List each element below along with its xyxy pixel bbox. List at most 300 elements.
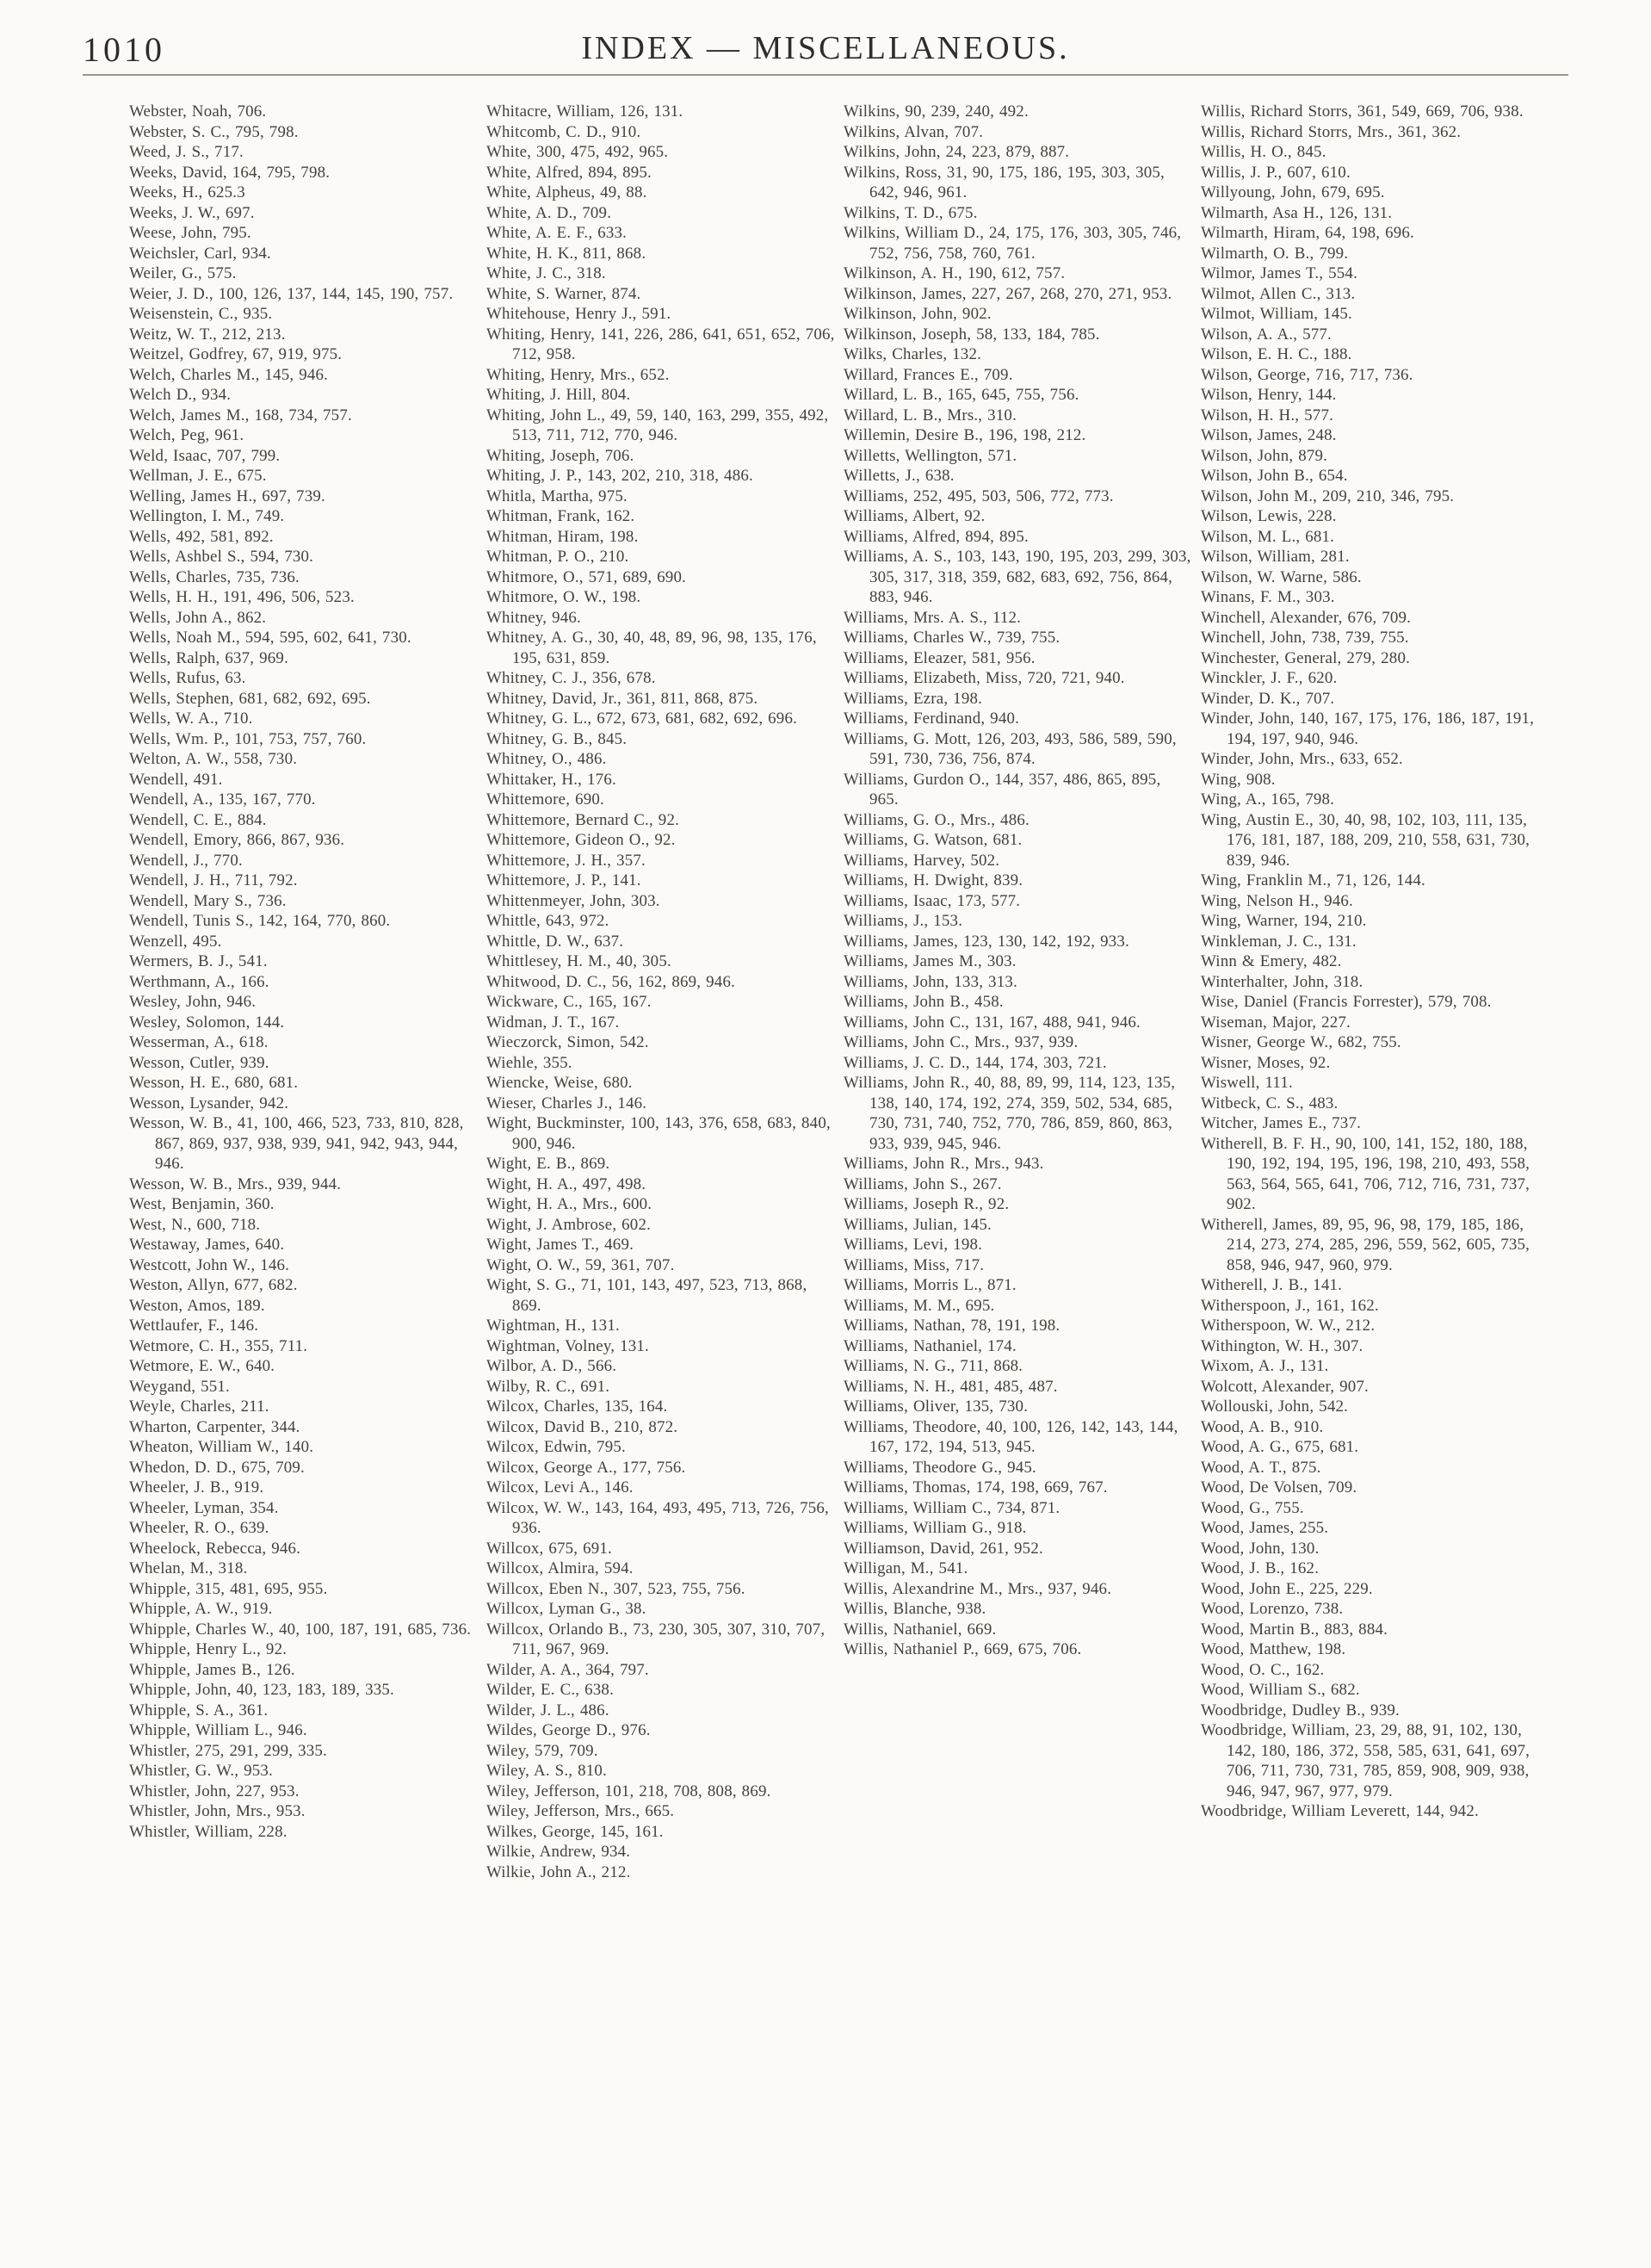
index-entry: Wing, Nelson H., 946. <box>1201 891 1353 910</box>
index-entry: Wilkinson, John, 902. <box>844 305 992 323</box>
index-entry: Wendell, Emory, 866, 867, 936. <box>129 831 345 849</box>
index-entry: Whipple, John, 40, 123, 183, 189, 335. <box>129 1681 394 1699</box>
index-entry: Wolcott, Alexander, 907. <box>1201 1377 1369 1396</box>
index-entry: Weitzel, Godfrey, 67, 919, 975. <box>129 345 343 363</box>
index-entry: Wieczorck, Simon, 542. <box>486 1033 649 1051</box>
index-entry: Wood, Martin B., 883, 884. <box>1201 1620 1388 1639</box>
index-entry: Wesson, Cutler, 939. <box>129 1053 269 1072</box>
index-entry: Williams, John B., 458. <box>844 993 1004 1011</box>
index-entry: Whitney, G. L., 672, 673, 681, 682, 692, 696. <box>486 710 798 728</box>
index-entry: Williams, Ferdinand, 940. <box>844 710 1020 728</box>
index-entry: Weisenstein, C., 935. <box>129 305 273 323</box>
index-entry: Wightman, H., 131. <box>486 1317 620 1335</box>
index-entry: Wilmarth, Hiram, 64, 198, 696. <box>1201 224 1414 242</box>
index-entry: Williams, Mrs. A. S., 112. <box>844 608 1022 627</box>
index-entry: Willcox, Orlando B., 73, 230, 305, 307, 310, 707, 711, 967, 969. <box>486 1620 826 1658</box>
index-entry: Wight, James T., 469. <box>486 1236 634 1254</box>
index-entry: Williams, G. O., Mrs., 486. <box>844 810 1030 829</box>
index-entry: Whistler, John, Mrs., 953. <box>129 1802 306 1820</box>
index-entry: Willis, Richard Storrs, Mrs., 361, 362. <box>1201 122 1462 141</box>
index-entry: Wesley, Solomon, 144. <box>129 1013 285 1032</box>
index-entry: Wells, Stephen, 681, 682, 692, 695. <box>129 689 371 708</box>
index-entry: Whitman, Hiram, 198. <box>486 527 639 546</box>
index-entry: Whiting, J. P., 143, 202, 210, 318, 486. <box>486 467 753 485</box>
index-entry: Wilcox, David B., 210, 872. <box>486 1417 678 1436</box>
index-entry: Winn & Emery, 482. <box>1201 952 1342 970</box>
index-entry: Wood, Matthew, 198. <box>1201 1640 1346 1658</box>
index-entry: Weier, J. D., 100, 126, 137, 144, 145, 190, 757. <box>129 284 454 303</box>
index-entry: Willard, L. B., 165, 645, 755, 756. <box>844 386 1079 404</box>
index-entry: Wells, Ralph, 637, 969. <box>129 648 289 667</box>
index-entry: Wendell, A., 135, 167, 770. <box>129 790 316 809</box>
index-entry: Wilkie, Andrew, 934. <box>486 1843 631 1861</box>
index-entry: Wise, Daniel (Francis Forrester), 579, 708. <box>1201 993 1492 1011</box>
index-entry: Wilkins, William D., 24, 175, 176, 303, 305, 746, 752, 756, 758, 760, 761. <box>844 224 1182 263</box>
index-entry: Wood, William S., 682. <box>1201 1681 1360 1699</box>
index-entry: Williams, J. C. D., 144, 174, 303, 721. <box>844 1053 1107 1072</box>
index-entry: White, 300, 475, 492, 965. <box>486 143 669 161</box>
index-entry: Whitman, Frank, 162. <box>486 507 635 525</box>
index-entry: Williams, James M., 303. <box>844 952 1017 970</box>
index-entry: Wiley, Jefferson, 101, 218, 708, 808, 869. <box>486 1782 771 1800</box>
index-entry: Weston, Amos, 189. <box>129 1296 265 1315</box>
index-entry: Williams, Miss, 717. <box>844 1255 985 1274</box>
index-entry: Wells, 492, 581, 892. <box>129 527 274 546</box>
index-entry: Wells, John A., 862. <box>129 608 267 627</box>
index-entry: Wheeler, R. O., 639. <box>129 1519 269 1537</box>
index-entry: Wisner, Moses, 92. <box>1201 1053 1331 1072</box>
index-entry: Wood, John, 130. <box>1201 1539 1320 1558</box>
index-column-3 <box>844 102 1201 1882</box>
index-entry: Willis, H. O., 845. <box>1201 143 1326 161</box>
page-number: 1010 <box>83 30 165 69</box>
index-entry: Wilkins, Ross, 31, 90, 175, 186, 195, 303, 305, 642, 946, 961. <box>844 163 1165 201</box>
index-entry: Wendell, J., 770. <box>129 851 243 870</box>
index-entry: Williams, Thomas, 174, 198, 669, 767. <box>844 1478 1108 1497</box>
index-entry: Wilbor, A. D., 566. <box>486 1357 617 1375</box>
index-entry: Whipple, James B., 126. <box>129 1660 295 1679</box>
index-entry: Williams, Eleazer, 581, 956. <box>844 648 1036 667</box>
index-entry: Williams, G. Mott, 126, 203, 493, 586, 589, 590, 591, 730, 736, 756, 874. <box>844 729 1177 768</box>
index-entry: West, N., 600, 718. <box>129 1215 261 1234</box>
index-entry: Wight, O. W., 59, 361, 707. <box>486 1255 675 1274</box>
index-entry: White, S. Warner, 874. <box>486 284 641 303</box>
index-entry: Wesserman, A., 618. <box>129 1033 269 1051</box>
index-entry: Wood, Lorenzo, 738. <box>1201 1600 1344 1618</box>
index-entry: Williams, Morris L., 871. <box>844 1276 1017 1294</box>
index-entry: Williams, N. G., 711, 868. <box>844 1357 1023 1375</box>
index-entry: Wilson, M. L., 681. <box>1201 527 1335 546</box>
index-entry: Whitehouse, Henry J., 591. <box>486 305 671 323</box>
index-entry: Whitney, David, Jr., 361, 811, 868, 875. <box>486 689 758 708</box>
index-entry: Willigan, M., 541. <box>844 1559 968 1577</box>
index-entry: Whiting, Henry, 141, 226, 286, 641, 651, 652, 706, 712, 958. <box>486 325 835 363</box>
index-entry: Whitcomb, C. D., 910. <box>486 122 641 141</box>
index-entry: Whittenmeyer, John, 303. <box>486 891 660 910</box>
index-entry: Williams, Charles W., 739, 755. <box>844 629 1060 647</box>
index-entry: Wilcox, Edwin, 795. <box>486 1438 626 1456</box>
index-entry: Williamson, David, 261, 952. <box>844 1539 1043 1558</box>
index-entry: Williams, John, 133, 313. <box>844 972 1017 991</box>
index-entry: Wheeler, J. B., 919. <box>129 1478 264 1497</box>
index-entry: Wilkins, T. D., 675. <box>844 203 978 222</box>
index-entry: Wiencke, Weise, 680. <box>486 1074 633 1092</box>
index-entry: Wesson, H. E., 680, 681. <box>129 1074 299 1092</box>
index-entry: Wilkinson, A. H., 190, 612, 757. <box>844 264 1066 282</box>
index-entry: Whitmore, O., 571, 689, 690. <box>486 567 687 586</box>
index-entry: Weeks, H., 625.3 <box>129 183 245 201</box>
index-entry: White, A. D., 709. <box>486 203 612 222</box>
index-entry: Wightman, Volney, 131. <box>486 1336 649 1355</box>
index-entry: Wermers, B. J., 541. <box>129 952 268 970</box>
index-entry: Wilmot, Allen C., 313. <box>1201 284 1356 303</box>
index-entry: Whistler, William, 228. <box>129 1822 288 1841</box>
index-entry: Williams, N. H., 481, 485, 487. <box>844 1377 1058 1396</box>
index-entry: Williams, Theodore G., 945. <box>844 1458 1036 1477</box>
index-entry: Whipple, 315, 481, 695, 955. <box>129 1579 328 1598</box>
index-entry: Wesley, John, 946. <box>129 993 257 1011</box>
index-entry: White, Alfred, 894, 895. <box>486 163 652 182</box>
index-entry: Willcox, 675, 691. <box>486 1539 612 1558</box>
index-entry: Williams, 252, 495, 503, 506, 772, 773. <box>844 486 1114 505</box>
index-entry: Whipple, A. W., 919. <box>129 1600 273 1618</box>
index-entry: Willcox, Eben N., 307, 523, 755, 756. <box>486 1579 745 1598</box>
index-entry: Wells, Ashbel S., 594, 730. <box>129 548 314 566</box>
index-entry: Weeks, J. W., 697. <box>129 203 255 222</box>
index-entry: Webster, S. C., 795, 798. <box>129 122 299 141</box>
index-entry: Wilmot, William, 145. <box>1201 305 1352 323</box>
index-entry: Williams, Levi, 198. <box>844 1236 983 1254</box>
index-entry: Wendell, C. E., 884. <box>129 810 267 829</box>
index-entry: Wettlaufer, F., 146. <box>129 1317 259 1335</box>
index-entry: Williams, Gurdon O., 144, 357, 486, 865, 895, 965. <box>844 770 1161 809</box>
index-entry: Williams, Alfred, 894, 895. <box>844 527 1029 546</box>
index-entry: Witbeck, C. S., 483. <box>1201 1094 1339 1112</box>
index-entry: Wetmore, C. H., 355, 711. <box>129 1336 308 1355</box>
index-entry: White, Alpheus, 49, 88. <box>486 183 647 201</box>
index-entry: Weyle, Charles, 211. <box>129 1397 269 1416</box>
index-entry: Welch, Peg, 961. <box>129 426 244 444</box>
index-entry: Wood, O. C., 162. <box>1201 1660 1325 1679</box>
index-entry: Willemin, Desire B., 196, 198, 212. <box>844 426 1086 444</box>
index-entry: Wenzell, 495. <box>129 932 222 951</box>
index-entry: Winder, D. K., 707. <box>1201 689 1335 708</box>
index-entry: Williams, A. S., 103, 143, 190, 195, 203, 299, 303, 305, 317, 318, 359, 682, 683, 692, 756, 864, 883, 946. <box>844 548 1191 606</box>
index-entry: Williams, Oliver, 135, 730. <box>844 1397 1029 1416</box>
index-entry: Whipple, William L., 946. <box>129 1721 307 1739</box>
index-entry: Whistler, John, 227, 953. <box>129 1782 300 1800</box>
running-title: INDEX — MISCELLANEOUS. <box>581 30 1070 66</box>
index-entry: Whistler, G. W., 953. <box>129 1762 274 1780</box>
index-entry: Wood, A. B., 910. <box>1201 1417 1324 1436</box>
index-entry: Whiting, J. Hill, 804. <box>486 386 631 404</box>
index-entry: Wilcox, Charles, 135, 164. <box>486 1397 668 1416</box>
index-entry: Witherspoon, J., 161, 162. <box>1201 1296 1379 1315</box>
index-entry: Williams, John C., 131, 167, 488, 941, 946. <box>844 1013 1141 1032</box>
index-entry: Whitwood, D. C., 56, 162, 869, 946. <box>486 972 736 991</box>
index-entry: Wilmarth, O. B., 799. <box>1201 244 1349 263</box>
index-entry: Welton, A. W., 558, 730. <box>129 750 298 768</box>
index-entry: Willis, Nathaniel P., 669, 675, 706. <box>844 1640 1082 1658</box>
index-entry: Wilkinson, James, 227, 267, 268, 270, 271, 953. <box>844 284 1172 303</box>
index-entry: Welling, James H., 697, 739. <box>129 486 325 505</box>
index-entry: Williams, Nathan, 78, 191, 198. <box>844 1317 1060 1335</box>
index-entry: Winchell, Alexander, 676, 709. <box>1201 608 1412 627</box>
index-entry: Wood, John E., 225, 229. <box>1201 1579 1373 1598</box>
index-entry: Wood, James, 255. <box>1201 1519 1329 1537</box>
index-entry: Whitla, Martha, 975. <box>486 486 628 505</box>
index-entry: Wing, 908. <box>1201 770 1276 789</box>
index-entry: Williams, Albert, 92. <box>844 507 986 525</box>
index-entry: Wing, Franklin M., 71, 126, 144. <box>1201 871 1425 889</box>
index-entry: Witherell, James, 89, 95, 96, 98, 179, 185, 186, 214, 273, 274, 285, 296, 559, 562, 605, 735, 858, 946, 947, 960, 979. <box>1201 1215 1530 1274</box>
index-columns <box>129 102 1558 1882</box>
index-entry: Wells, Noah M., 594, 595, 602, 641, 730. <box>129 629 411 647</box>
index-entry: Williams, William G., 918. <box>844 1519 1027 1537</box>
index-entry: Whittemore, J. P., 141. <box>486 871 641 889</box>
index-entry: Willyoung, John, 679, 695. <box>1201 183 1385 201</box>
index-entry: Winckler, J. F., 620. <box>1201 669 1338 687</box>
index-entry: Winchell, John, 738, 739, 755. <box>1201 629 1409 647</box>
index-entry: Wiswell, 111. <box>1201 1074 1293 1092</box>
index-entry: Welch D., 934. <box>129 386 232 404</box>
index-entry: Wood, J. B., 162. <box>1201 1559 1320 1577</box>
index-entry: Wight, J. Ambrose, 602. <box>486 1215 652 1234</box>
index-entry: Wood, A. T., 875. <box>1201 1458 1321 1477</box>
index-entry: Willetts, Wellington, 571. <box>844 446 1017 465</box>
index-column-1 <box>129 102 486 1882</box>
index-entry: Williams, H. Dwight, 839. <box>844 871 1023 889</box>
index-entry: Whipple, Charles W., 40, 100, 187, 191, 685, 736. <box>129 1620 472 1639</box>
index-entry: Wellington, I. M., 749. <box>129 507 285 525</box>
index-entry: Wilder, A. A., 364, 797. <box>486 1660 649 1679</box>
index-entry: Williams, G. Watson, 681. <box>844 831 1023 849</box>
index-column-2 <box>486 102 844 1882</box>
index-entry: Wilson, Lewis, 228. <box>1201 507 1337 525</box>
index-entry: Welch, James M., 168, 734, 757. <box>129 406 352 424</box>
index-entry: Widman, J. T., 167. <box>486 1013 620 1032</box>
index-entry: Wetmore, E. W., 640. <box>129 1357 275 1375</box>
index-entry: Wilson, John B., 654. <box>1201 467 1348 485</box>
index-entry: Whitney, C. J., 356, 678. <box>486 669 656 687</box>
index-entry: Whiting, Henry, Mrs., 652. <box>486 365 670 384</box>
index-entry: Whittle, 643, 972. <box>486 912 609 930</box>
index-entry: Wilson, John, 879. <box>1201 446 1328 465</box>
index-entry: Whitney, O., 486. <box>486 750 607 768</box>
index-entry: Wight, H. A., 497, 498. <box>486 1174 646 1193</box>
index-entry: Whitman, P. O., 210. <box>486 548 629 566</box>
index-entry: Willard, Frances E., 709. <box>844 365 1013 384</box>
index-entry: Wendell, Tunis S., 142, 164, 770, 860. <box>129 912 391 930</box>
index-entry: Wildes, George D., 976. <box>486 1721 651 1739</box>
index-entry: Wilkinson, Joseph, 58, 133, 184, 785. <box>844 325 1100 344</box>
index-entry: Wilson, E. H. C., 188. <box>1201 345 1352 363</box>
index-entry: Williams, James, 123, 130, 142, 192, 933. <box>844 932 1129 951</box>
index-entry: Woodbridge, William, 23, 29, 88, 91, 102, 130, 142, 180, 186, 372, 558, 585, 631, 641, 697, 706, 711, 730, 731, 785, 859, 908, 909, 938, 946, 947, 967, 977, 979. <box>1201 1721 1530 1800</box>
index-entry: Werthmann, A., 166. <box>129 972 269 991</box>
index-entry: Withington, W. H., 307. <box>1201 1336 1363 1355</box>
index-entry: Winkleman, J. C., 131. <box>1201 932 1357 951</box>
index-entry: Wells, Rufus, 63. <box>129 669 246 687</box>
index-entry: Williams, John R., Mrs., 943. <box>844 1155 1044 1173</box>
index-entry: Whitmore, O. W., 198. <box>486 588 641 606</box>
index-entry: Winder, John, 140, 167, 175, 176, 186, 187, 191, 194, 197, 940, 946. <box>1201 710 1535 748</box>
index-entry: Whitney, G. B., 845. <box>486 729 628 748</box>
index-entry: Williams, Harvey, 502. <box>844 851 1000 870</box>
index-entry: Weese, John, 795. <box>129 224 251 242</box>
index-entry: Wight, H. A., Mrs., 600. <box>486 1195 652 1213</box>
index-entry: Witherell, J. B., 141. <box>1201 1276 1343 1294</box>
index-entry: Wilcox, W. W., 143, 164, 493, 495, 713, 726, 756, 936. <box>486 1498 829 1537</box>
index-entry: Willis, Alexandrine M., Mrs., 937, 946. <box>844 1579 1112 1598</box>
index-entry: Wollouski, John, 542. <box>1201 1397 1349 1416</box>
page-header <box>83 29 1568 71</box>
index-entry: Wiley, 579, 709. <box>486 1741 598 1760</box>
index-entry: Willis, Blanche, 938. <box>844 1600 986 1618</box>
index-entry: Westcott, John W., 146. <box>129 1255 290 1274</box>
index-entry: Whipple, Henry L., 92. <box>129 1640 288 1658</box>
index-entry: Wieser, Charles J., 146. <box>486 1094 647 1112</box>
index-entry: Weed, J. S., 717. <box>129 143 244 161</box>
index-entry: Wilcox, George A., 177, 756. <box>486 1458 686 1477</box>
index-entry: Winder, John, Mrs., 633, 652. <box>1201 750 1403 768</box>
index-entry: Wells, W. A., 710. <box>129 710 253 728</box>
index-entry: Weld, Isaac, 707, 799. <box>129 446 281 465</box>
index-entry: Wight, S. G., 71, 101, 143, 497, 523, 713, 868, 869. <box>486 1276 807 1315</box>
index-entry: Wheeler, Lyman, 354. <box>129 1498 279 1517</box>
index-entry: Wells, Wm. P., 101, 753, 757, 760. <box>129 729 367 748</box>
index-entry: Wing, A., 165, 798. <box>1201 790 1335 809</box>
index-entry: Wiley, A. S., 810. <box>486 1762 607 1780</box>
index-entry: Weeks, David, 164, 795, 798. <box>129 163 331 182</box>
index-entry: Wells, Charles, 735, 736. <box>129 567 300 586</box>
index-entry: Witherspoon, W. W., 212. <box>1201 1317 1376 1335</box>
index-entry: Wilkes, George, 145, 161. <box>486 1822 664 1841</box>
index-entry: Weston, Allyn, 677, 682. <box>129 1276 298 1294</box>
index-entry: Wilby, R. C., 691. <box>486 1377 610 1396</box>
index-entry: Witherell, B. F. H., 90, 100, 141, 152, 180, 188, 190, 192, 194, 195, 196, 198, 210, 493, 558, 563, 564, 565, 641, 706, 712, 716, 731, 737, 902. <box>1201 1134 1530 1213</box>
index-entry: Wilcox, Levi A., 146. <box>486 1478 634 1497</box>
index-entry: Wing, Warner, 194, 210. <box>1201 912 1367 930</box>
index-entry: Whistler, 275, 291, 299, 335. <box>129 1741 327 1760</box>
index-entry: Wendell, Mary S., 736. <box>129 891 287 910</box>
index-entry: Wilmor, James T., 554. <box>1201 264 1357 282</box>
index-entry: Wilson, H. H., 577. <box>1201 406 1334 424</box>
index-entry: Wendell, J. H., 711, 792. <box>129 871 298 889</box>
index-entry: Williams, Nathaniel, 174. <box>844 1336 1017 1355</box>
index-entry: Wood, De Volsen, 709. <box>1201 1478 1357 1497</box>
index-entry: Williams, John S., 267. <box>844 1174 1002 1193</box>
index-entry: Wilmarth, Asa H., 126, 131. <box>1201 203 1393 222</box>
index-entry: Wesson, W. B., Mrs., 939, 944. <box>129 1174 342 1193</box>
index-entry: White, J. C., 318. <box>486 264 606 282</box>
index-entry: Wilkie, John A., 212. <box>486 1862 631 1881</box>
index-entry: Wilder, E. C., 638. <box>486 1681 614 1699</box>
index-entry: Willcox, Almira, 594. <box>486 1559 634 1577</box>
index-entry: Willis, Richard Storrs, 361, 549, 669, 706, 938. <box>1201 102 1524 121</box>
index-entry: Wixom, A. J., 131. <box>1201 1357 1329 1375</box>
index-entry: Winterhalter, John, 318. <box>1201 972 1363 991</box>
index-entry: Whiting, Joseph, 706. <box>486 446 634 465</box>
index-entry: Wilson, W. Warne, 586. <box>1201 567 1362 586</box>
index-entry: Williams, Isaac, 173, 577. <box>844 891 1021 910</box>
index-entry: Wheelock, Rebecca, 946. <box>129 1539 301 1558</box>
index-entry: Whitacre, William, 126, 131. <box>486 102 683 121</box>
index-entry: Wiseman, Major, 227. <box>1201 1013 1351 1032</box>
index-entry: Whittemore, 690. <box>486 790 604 809</box>
index-entry: Williams, John C., Mrs., 937, 939. <box>844 1033 1079 1051</box>
index-entry: Wilder, J. L., 486. <box>486 1701 609 1720</box>
index-entry: Webster, Noah, 706. <box>129 102 267 121</box>
index-entry: Whittemore, J. H., 357. <box>486 851 646 870</box>
index-entry: Woodbridge, Dudley B., 939. <box>1201 1701 1400 1720</box>
index-entry: Williams, M. M., 695. <box>844 1296 995 1315</box>
index-entry: Wilson, William, 281. <box>1201 548 1350 566</box>
index-entry: Williams, John R., 40, 88, 89, 99, 114, 123, 135, 138, 140, 174, 192, 274, 359, 502, 534, 685, 730, 731, 740, 752, 770, 786, 859, 860, 863, 933, 939, 945, 946. <box>844 1074 1176 1153</box>
index-entry: Whittle, D. W., 637. <box>486 932 624 951</box>
index-entry: Williams, Elizabeth, Miss, 720, 721, 940. <box>844 669 1125 687</box>
index-entry: Whittaker, H., 176. <box>486 770 616 789</box>
index-entry: Whittemore, Bernard C., 92. <box>486 810 680 829</box>
index-entry: Wood, A. G., 675, 681. <box>1201 1438 1359 1456</box>
index-entry: Whipple, S. A., 361. <box>129 1701 269 1720</box>
index-entry: Willcox, Lyman G., 38. <box>486 1600 646 1618</box>
index-entry: Winchester, General, 279, 280. <box>1201 648 1411 667</box>
index-entry: Williams, J., 153. <box>844 912 963 930</box>
index-entry: Willis, Nathaniel, 669. <box>844 1620 997 1639</box>
index-entry: Wellman, J. E., 675. <box>129 467 267 485</box>
index-entry: Witcher, James E., 737. <box>1201 1114 1362 1132</box>
index-entry: Wesson, W. B., 41, 100, 466, 523, 733, 810, 828, 867, 869, 937, 938, 939, 941, 942, 943, 944, 946. <box>129 1114 464 1173</box>
index-entry: White, A. E. F., 633. <box>486 224 628 242</box>
index-entry: Wilson, James, 248. <box>1201 426 1337 444</box>
index-entry: Wood, G., 755. <box>1201 1498 1304 1517</box>
index-entry: Willis, J. P., 607, 610. <box>1201 163 1351 182</box>
index-entry: Wilson, John M., 209, 210, 346, 795. <box>1201 486 1455 505</box>
index-entry: Williams, Julian, 145. <box>844 1215 992 1234</box>
index-entry: Weiler, G., 575. <box>129 264 237 282</box>
index-entry: Wiehle, 355. <box>486 1053 572 1072</box>
index-entry: Weitz, W. T., 212, 213. <box>129 325 286 344</box>
index-entry: Wesson, Lysander, 942. <box>129 1094 289 1112</box>
index-entry: Wilson, A. A., 577. <box>1201 325 1332 344</box>
index-entry: Wilson, George, 716, 717, 736. <box>1201 365 1413 384</box>
index-entry: Williams, Ezra, 198. <box>844 689 983 708</box>
index-entry: Willetts, J., 638. <box>844 467 955 485</box>
index-column-4 <box>1201 102 1558 1882</box>
index-entry: Whittemore, Gideon O., 92. <box>486 831 676 849</box>
index-entry: Whiting, John L., 49, 59, 140, 163, 299, 355, 492, 513, 711, 712, 770, 946. <box>486 406 829 444</box>
index-entry: Wiley, Jefferson, Mrs., 665. <box>486 1802 675 1820</box>
index-entry: Wilson, Henry, 144. <box>1201 386 1337 404</box>
index-entry: Wight, Buckminster, 100, 143, 376, 658, 683, 840, 900, 946. <box>486 1114 831 1153</box>
index-entry: Williams, William C., 734, 871. <box>844 1498 1060 1517</box>
index-entry: Wharton, Carpenter, 344. <box>129 1417 300 1436</box>
header-rule <box>83 74 1568 76</box>
index-entry: Wilkins, 90, 239, 240, 492. <box>844 102 1029 121</box>
index-entry: Woodbridge, William Leverett, 144, 942. <box>1201 1802 1479 1820</box>
index-entry: Weichsler, Carl, 934. <box>129 244 271 263</box>
index-entry: Wheaton, William W., 140. <box>129 1438 314 1456</box>
index-entry: Whelan, M., 318. <box>129 1559 248 1577</box>
index-entry: Winans, F. M., 303. <box>1201 588 1335 606</box>
index-entry: Williams, Theodore, 40, 100, 126, 142, 143, 144, 167, 172, 194, 513, 945. <box>844 1417 1178 1456</box>
index-entry: Wing, Austin E., 30, 40, 98, 102, 103, 111, 135, 176, 181, 187, 188, 209, 210, 558, 631, 730, 839, 946. <box>1201 810 1530 870</box>
index-entry: Wickware, C., 165, 167. <box>486 993 652 1011</box>
index-entry: Willard, L. B., Mrs., 310. <box>844 406 1017 424</box>
index-entry: Wilkins, John, 24, 223, 879, 887. <box>844 143 1070 161</box>
index-entry: Westaway, James, 640. <box>129 1236 285 1254</box>
